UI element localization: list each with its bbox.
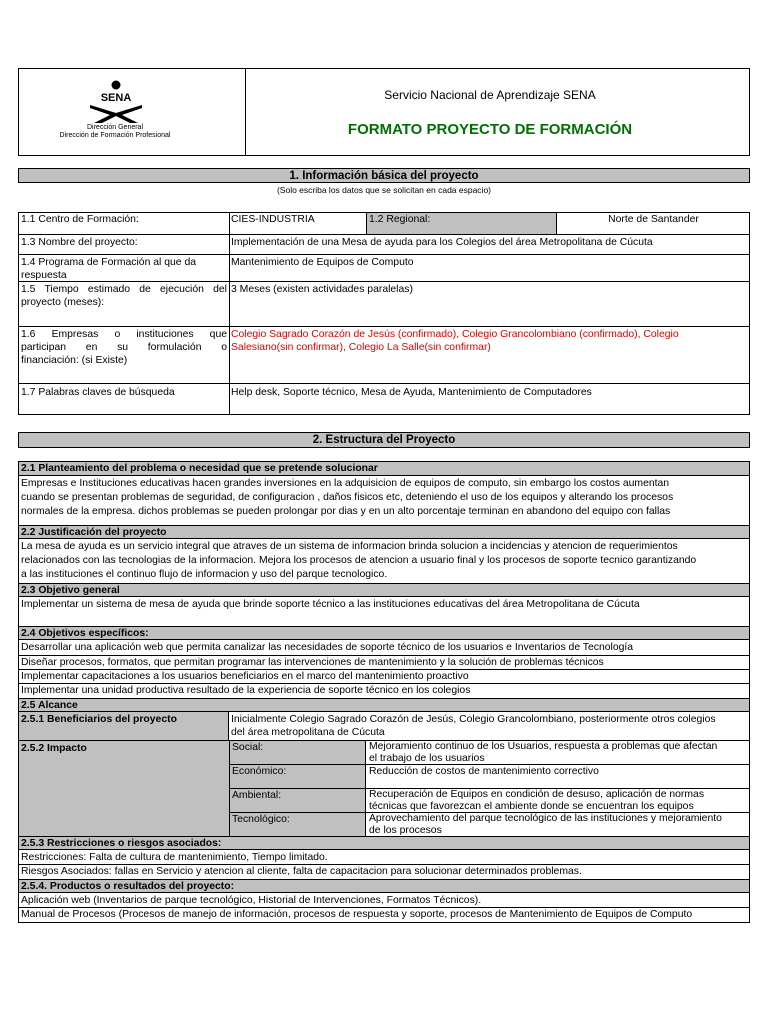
s23-title: 2.3 Objetivo general — [21, 585, 120, 596]
s22-text: La mesa de ayuda es un servicio integral que atraves de un sistema de informacion brinda solucion a incidencias y atencion de requerimientos relacionados con las tecnologias de la informacion. Mejora los procesos de atencion a usuario final y los procesos de soporte tecnico garantizando a las instituciones el continuo flujo de informacion y uso del parque tecnologico. — [21, 541, 697, 580]
impacto-social-text: Mejoramiento continuo de los Usuarios, respuesta a problemas que afectan el trabajo de los usuarios — [369, 741, 718, 764]
regional-label: 1.2 Regional: — [369, 214, 431, 225]
nombre-label: 1.3 Nombre del proyecto: — [21, 237, 138, 248]
impacto-ambiental-text: Recuperación de Equipos en condición de desuso, aplicación de normas técnicas que favorezcan el ambiente donde se encuentran los equipos — [369, 789, 705, 812]
programa-value: Mantenimiento de Equipos de Computo — [231, 257, 414, 268]
objetivo-especifico-1: Desarrollar una aplicación web que permita canalizar las necesidades de soporte técnico de los usuarios e Inventarios de Tecnología — [21, 642, 634, 653]
form-title: FORMATO PROYECTO DE FORMACIÓN — [347, 121, 633, 138]
regional-value: Norte de Santander — [608, 214, 699, 225]
s253-riesgos: Riesgos Asociados: fallas en Servicio y atencion al cliente, falta de capacitacion para solucionar determinados problemas. — [21, 866, 582, 877]
palabras-value: Help desk, Soporte técnico, Mesa de Ayuda, Mantenimiento de Computadores — [231, 387, 592, 398]
impacto-economico-text: Reducción de costos de mantenimiento correctivo — [369, 766, 599, 777]
header-divider — [245, 68, 246, 156]
tiempo-label: 1.5 Tiempo estimado de ejecución del proyecto (meses): — [21, 284, 227, 308]
section1-title: 1. Información básica del proyecto — [18, 168, 750, 183]
org-name: Servicio Nacional de Aprendizaje SENA — [384, 88, 596, 102]
s251-title: 2.5.1 Beneficiarios del proyecto — [21, 714, 177, 725]
s251-text: Inicialmente Colegio Sagrado Corazón de Jesús, Colegio Grancolombiano, posteriormente otros colegios del área metropolitana de Cúcuta — [231, 714, 716, 738]
empresas-value: Colegio Sagrado Corazón de Jesús (confirmado), Colegio Grancolombiano (confirmado), Colegio Salesiano(sin confirmar), Colegio La Salle(sin confirmar) — [231, 329, 679, 353]
s21-text: Empresas e Instituciones educativas hacen grandes inversiones en la adquisicion de equipos de computo, sin embargo los costos aumentan cuando se presentan problemas de seguridad, de configuracion , daños fisicos etc, deteniendo el uso de los equipos y alterando los procesos normales de la empresa. dichos problemas se pueden prolongar por dias y en un alto porcentaje terminan en abandono del equipo con fallas — [21, 478, 674, 517]
objetivo-especifico-4: Implementar una unidad productiva resultado de la experiencia de soporte técnico en los colegios — [21, 685, 471, 696]
section1-note: (Solo escriba los datos que se solicitan en cada espacio) — [276, 185, 492, 195]
impacto-economico-label: Económico: — [232, 766, 287, 777]
s253-restricciones: Restricciones: Falta de cultura de mantenimiento, Tiempo limitado. — [21, 852, 328, 863]
objetivo-especifico-3: Implementar capacitaciones a los usuarios beneficiarios en el marco del mantenimiento proactivo — [21, 671, 469, 682]
palabras-label: 1.7 Palabras claves de búsqueda — [21, 387, 175, 398]
nombre-value: Implementación de una Mesa de ayuda para los Colegios del área Metropolitana de Cúcuta — [231, 237, 653, 248]
impacto-social-label: Social: — [232, 742, 264, 753]
sena-logo — [80, 79, 152, 123]
impacto-ambiental-label: Ambiental: — [232, 790, 282, 801]
s23-text: Implementar un sistema de mesa de ayuda que brinde soporte técnico a las instituciones educativas del área Metropolitana de Cúcuta — [21, 599, 640, 610]
s21-title: 2.1 Planteamiento del problema o necesidad que se pretende solucionar — [21, 463, 378, 474]
s252-title: 2.5.2 Impacto — [21, 743, 87, 754]
impacto-tecnologico-text: Aprovechamiento del parque tecnológico de las instituciones y mejoramiento de los procesos — [369, 813, 722, 836]
tiempo-value: 3 Meses (existen actividades paralelas) — [231, 284, 413, 295]
logo-subtitle-2: Dirección de Formación Profesional — [59, 132, 171, 139]
logo-subtitle-1: Dirección General — [86, 124, 144, 131]
section2-title: 2. Estructura del Proyecto — [18, 432, 750, 448]
s254-title: 2.5.4. Productos o resultados del proyecto: — [21, 881, 235, 892]
s254-aplicacion: Aplicación web (Inventarios de parque tecnológico, Historial de Intervenciones, Formatos Técnicos). — [21, 895, 482, 906]
objetivo-especifico-2: Diseñar procesos, formatos, que permitan programar las intervenciones de mantenimiento y la solución de problemas técnicos — [21, 657, 604, 668]
s22-title: 2.2 Justificación del proyecto — [21, 527, 167, 538]
empresas-label: 1.6 Empresas o instituciones que participan en su formulación o financiación: (si Existe) — [21, 329, 227, 366]
impacto-tecnologico-label: Tecnológico: — [232, 814, 290, 825]
s24-title: 2.4 Objetivos específicos: — [21, 628, 149, 639]
s253-title: 2.5.3 Restricciones o riesgos asociados: — [21, 838, 222, 849]
s25-title: 2.5 Alcance — [21, 700, 78, 711]
programa-label: 1.4 Programa de Formación al que da respuesta — [21, 257, 197, 281]
s254-manual: Manual de Procesos (Procesos de manejo de información, procesos de respuesta y soporte, procesos de Mantenimiento de Equipos de Computo — [21, 909, 693, 920]
centro-label: 1.1 Centro de Formación: — [21, 214, 139, 225]
svg-text:SENA: SENA — [100, 92, 132, 104]
centro-value: CIES-INDUSTRIA — [231, 214, 315, 225]
